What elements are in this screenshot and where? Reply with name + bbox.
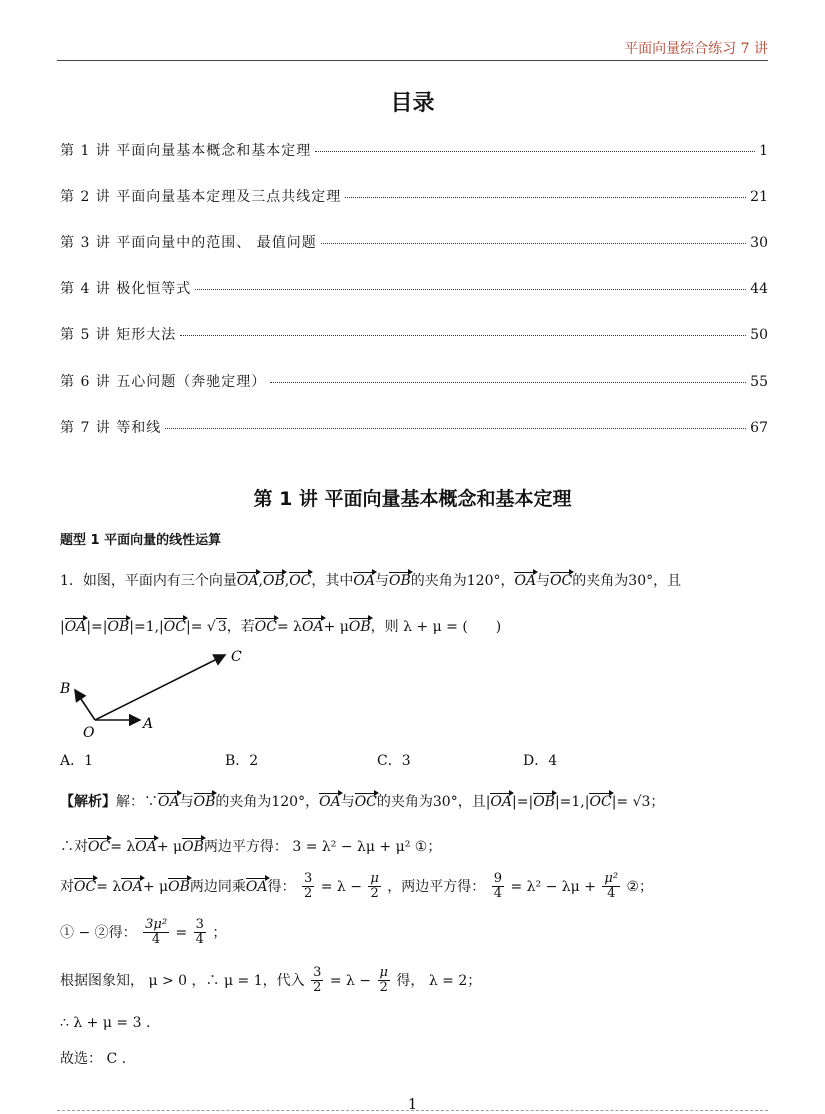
toc-leader [345, 197, 746, 198]
toc-item[interactable] [60, 278, 768, 298]
solution-line-3: 对OC= λOA+ μOB两边同乘OA得： $\frac{3}{2}$ = λ − $\frac{\mu}{2}$ ，两边平方得： $\frac{9}{4}$ = λ² − λμ + $\frac{\text{μ²}}{4}$ ②； [60, 871, 654, 902]
toc-leader [195, 289, 746, 290]
solution-line-4: ① − ②得： $\frac{\text{3μ²}}{4}$ = $\frac{3}{4}$ ； [60, 917, 227, 948]
toc-item[interactable] [60, 186, 768, 206]
toc-item-label: 第 2 讲 平面向量基本定理及三点共线定理 [60, 189, 342, 205]
header-title: 平面向量综合练习 7 讲 [624, 41, 768, 57]
toc-item-label: 第 3 讲 平面向量中的范围、 最值问题 [60, 235, 317, 251]
vector-oc-arrow [95, 655, 225, 720]
toc-item-page: 44 [750, 281, 768, 297]
toc-title: 目录 [390, 91, 435, 116]
option-d[interactable]: D．4 [523, 753, 558, 769]
toc-item[interactable] [60, 324, 768, 344]
toc-item-page: 30 [750, 235, 768, 251]
toc-leader [165, 428, 746, 429]
solution-line-2: ∴对OC= λOA+ μOB两边平方得： 3 = λ² − λμ + μ² ①； [60, 839, 442, 855]
solution-line-5: 根据图象知， μ > 0 ，∴ μ = 1，代入 $\frac{3}{2}$ = λ − $\frac{\mu}{2}$ 得， λ = 2； [60, 965, 482, 996]
section-subtitle: 题型 1 平面向量的线性运算 [60, 533, 222, 548]
toc-item-page: 21 [750, 189, 768, 205]
toc-item-label: 第 7 讲 等和线 [60, 420, 162, 436]
vector-ob-arrow [75, 690, 95, 720]
toc-leader [321, 243, 746, 244]
label-b: B [60, 681, 71, 697]
toc-item-label: 第 6 讲 五心问题（奔驰定理） [60, 374, 267, 390]
label-a: A [143, 716, 154, 732]
solution-line-7: 故选： C . [60, 1051, 127, 1067]
toc-leader [315, 151, 755, 152]
page-number: 1 [407, 1095, 418, 1113]
toc-leader [270, 382, 746, 383]
toc-item-page: 55 [750, 374, 768, 390]
solution-line-1: 【解析】解：∵OA与OB的夹角为120°，OA与OC的夹角为30°，且|OA|=|OB|=1,|OC|= √3； [60, 794, 665, 810]
option-b[interactable]: B．2 [225, 753, 259, 769]
header-rule [57, 60, 768, 61]
option-c[interactable]: C．3 [377, 753, 411, 769]
toc-item-page: 1 [759, 143, 768, 159]
toc-item[interactable] [60, 371, 768, 391]
toc-item-page: 50 [750, 327, 768, 343]
label-o: O [83, 725, 95, 740]
toc-item-label: 第 5 讲 矩形大法 [60, 327, 177, 343]
solution-line-6: ∴ λ + μ = 3 . [60, 1015, 151, 1031]
toc-item[interactable] [60, 232, 768, 252]
toc-item[interactable] [60, 140, 768, 160]
toc-item[interactable] [60, 417, 768, 437]
toc-item-page: 67 [750, 420, 768, 436]
vector-figure [55, 645, 275, 740]
toc-item-label: 第 4 讲 极化恒等式 [60, 281, 192, 297]
toc-leader [180, 335, 746, 336]
section-title: 第 1 讲 平面向量基本概念和基本定理 [253, 488, 572, 510]
toc-item-label: 第 1 讲 平面向量基本概念和基本定理 [60, 143, 312, 159]
footer-rule [57, 1110, 768, 1111]
problem-line-2: |OA|=|OB|=1,|OC|= √ 3，若OC= λOA+ μOB，则 λ + μ = ( ) [60, 619, 502, 635]
option-a[interactable]: A．1 [60, 753, 94, 769]
problem-line-1: 1．如图，平面内有三个向量OA,OB,OC，其中OA与OB的夹角为120°，OA与OC的夹角为30°，且 [60, 573, 682, 589]
label-c: C [231, 649, 242, 665]
